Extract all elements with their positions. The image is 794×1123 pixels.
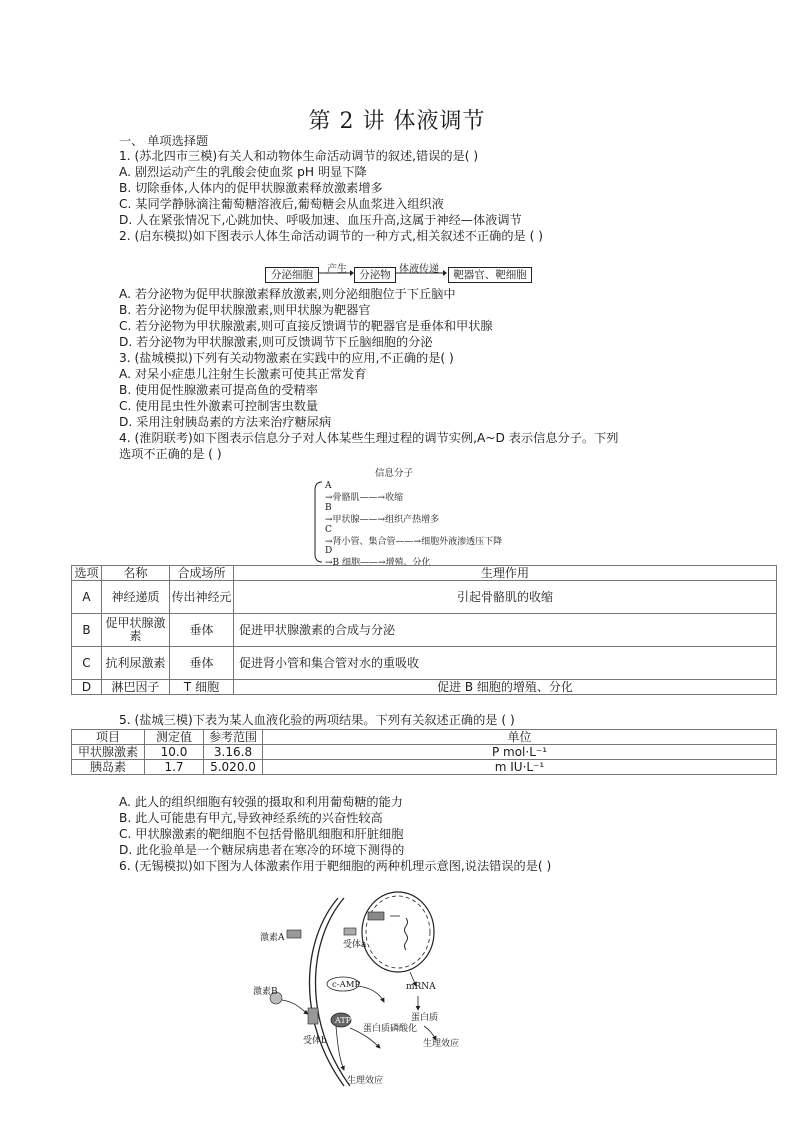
flow-box-secretion: 分泌物 [354,267,396,283]
table-cell: 淋巴因子 [102,680,170,695]
table-cell: 传出神经元 [170,581,234,614]
table-header: 名称 [102,566,170,581]
table-cell: C [72,647,102,680]
label-protein: 蛋白质 [411,1013,439,1023]
question-3-option-c[interactable]: C. 使用昆虫性外激素可控制害虫数量 [119,399,319,413]
signal-row-a: →骨骼肌——→收缩 [325,493,404,503]
table-row [72,614,777,647]
signal-row-d-letter: D [325,546,333,556]
table-cell: 5.020.0 [204,760,263,775]
signal-row-d: →B 细胞——→增殖、分化 [325,558,431,568]
table-cell: P mol·L⁻¹ [263,745,777,760]
question-5-option-a[interactable]: A. 此人的组织细胞有较强的摄取和利用葡萄糖的能力 [119,795,403,809]
question-5-table [71,729,777,775]
signal-row-b-letter: B [325,503,332,513]
table-cell: 促进肾小管和集合管对水的重吸收 [234,647,777,680]
table-cell: 引起骨骼肌的收缩 [234,581,777,614]
signal-diagram-title: 信息分子 [375,468,414,479]
question-4-stem: 4. (淮阴联考)如下图表示信息分子对人体某些生理过程的调节实例,A~D 表示信息分子。下列 [119,431,619,445]
flow-arrow-1 [318,268,354,278]
table-cell: 促进甲状腺激素的合成与分泌 [234,614,777,647]
question-1-option-a[interactable]: A. 剧烈运动产生的乳酸会使血浆 pH 明显下降 [119,165,367,179]
question-3-option-b[interactable]: B. 使用促性腺激素可提高鱼的受精率 [119,383,318,397]
table-row [72,680,777,695]
label-hormone-a: 激素A [260,933,285,943]
table-header: 合成场所 [170,566,234,581]
question-3-option-a[interactable]: A. 对呆小症患儿注射生长激素可使其正常发育 [119,367,367,381]
flow-arrow-2 [395,268,447,278]
table-cell: 神经递质 [102,581,170,614]
question-5-stem: 5. (盐城三模)下表为某人血液化验的两项结果。下列有关叙述正确的是 ( ) [119,713,515,727]
table-row [72,647,777,680]
question-1-option-d[interactable]: D. 人在紧张情况下,心跳加快、呼吸加速、血压升高,这属于神经—体液调节 [119,213,522,227]
label-hormone-b: 激素B [253,987,278,997]
question-2-option-d[interactable]: D. 若分泌物为甲状腺激素,则可反馈调节下丘脑细胞的分泌 [119,335,433,349]
question-5-option-d[interactable]: D. 此化验单是一个糖尿病患者在寒冷的环境下测得的 [119,843,405,857]
table-cell: B [72,614,102,647]
table-header: 项目 [72,730,145,745]
table-row [72,581,777,614]
question-2-option-b[interactable]: B. 若分泌物为促甲状腺激素,则甲状腺为靶器官 [119,303,371,317]
table-cell: m IU·L⁻¹ [263,760,777,775]
table-cell: D [72,680,102,695]
signal-row-b: →甲状腺——→组织产热增多 [325,515,440,525]
question-4-stem-cont: 选项不正确的是 ( ) [119,447,222,461]
question-1-option-b[interactable]: B. 切除垂体,人体内的促甲状腺激素释放激素增多 [119,181,383,195]
flow-arrow-label-produce: 产生 [327,264,347,275]
table-header: 参考范围 [204,730,263,745]
table-row [72,745,777,760]
question-2-stem: 2. (启东模拟)如下图表示人体生命活动调节的一种方式,相关叙述不正确的是 ( ) [119,229,543,243]
table-cell: 促甲状腺激素 [102,614,170,647]
signal-row-c-letter: C [325,525,332,535]
table-cell: 1.7 [145,760,204,775]
flow-box-target: 靶器官、靶细胞 [448,267,532,283]
table-cell: 垂体 [170,647,234,680]
table-row [72,760,777,775]
table-cell: 促进 B 细胞的增殖、分化 [234,680,777,695]
question-1-stem: 1. (苏北四市三模)有关人和动物体生命活动调节的叙述,错误的是( ) [119,149,479,163]
label-camp: c-AMP [332,980,361,990]
table-cell: 垂体 [170,614,234,647]
section-heading: 一、 单项选择题 [119,134,209,148]
label-receptor-b: 受体b [303,1036,327,1046]
table-cell: 抗利尿激素 [102,647,170,680]
question-5-option-b[interactable]: B. 此人可能患有甲亢,导致神经系统的兴奋性较高 [119,811,383,825]
flow-box-secreting-cell: 分泌细胞 [265,267,319,283]
question-6-stem: 6. (无锡模拟)如下图为人体激素作用于靶细胞的两种机理示意图,说法错误的是( ) [119,859,552,873]
signal-row-c: →肾小管、集合管——→细胞外液渗透压下降 [325,537,503,547]
table-cell: 10.0 [145,745,204,760]
question-3-option-d[interactable]: D. 采用注射胰岛素的方法来治疗糖尿病 [119,415,332,429]
table-cell: 3.16.8 [204,745,263,760]
question-4-table [71,565,777,695]
table-cell: T 细胞 [170,680,234,695]
table-header-row [72,566,777,581]
table-cell: A [72,581,102,614]
question-1-option-c[interactable]: C. 某同学静脉滴注葡萄糖溶液后,葡萄糖会从血浆进入组织液 [119,197,444,211]
flow-arrow-label-transport: 体液传递 [399,264,439,275]
table-cell: 胰岛素 [72,760,145,775]
table-header: 测定值 [145,730,204,745]
table-header: 生理作用 [234,566,777,581]
label-effect-2: 生理效应 [347,1076,384,1086]
question-2-option-c[interactable]: C. 若分泌物为甲状腺激素,则可直接反馈调节的靶器官是垂体和甲状腺 [119,319,493,333]
table-cell: 甲状腺激素 [72,745,145,760]
label-phosphorylation: 蛋白质磷酸化 [363,1024,418,1034]
table-header: 选项 [72,566,102,581]
label-receptor-a: 受体a [343,940,367,950]
question-2-option-a[interactable]: A. 若分泌物为促甲状腺激素释放激素,则分泌细胞位于下丘脑中 [119,287,456,301]
page-title: 第 2 讲 体液调节 [308,109,486,134]
label-mrna: mRNA [406,982,436,992]
label-atp: ATP [335,1016,352,1025]
table-header-row [72,730,777,745]
label-effect-1: 生理效应 [423,1039,460,1049]
question-3-stem: 3. (盐城模拟)下列有关动物激素在实践中的应用,不正确的是( ) [119,351,454,365]
signal-diagram-bracket [313,480,323,564]
cell-mechanism-figure [240,890,500,1090]
question-5-option-c[interactable]: C. 甲状腺激素的靶细胞不包括骨骼肌细胞和肝脏细胞 [119,827,404,841]
table-header: 单位 [263,730,777,745]
signal-row-a-letter: A [325,481,332,491]
